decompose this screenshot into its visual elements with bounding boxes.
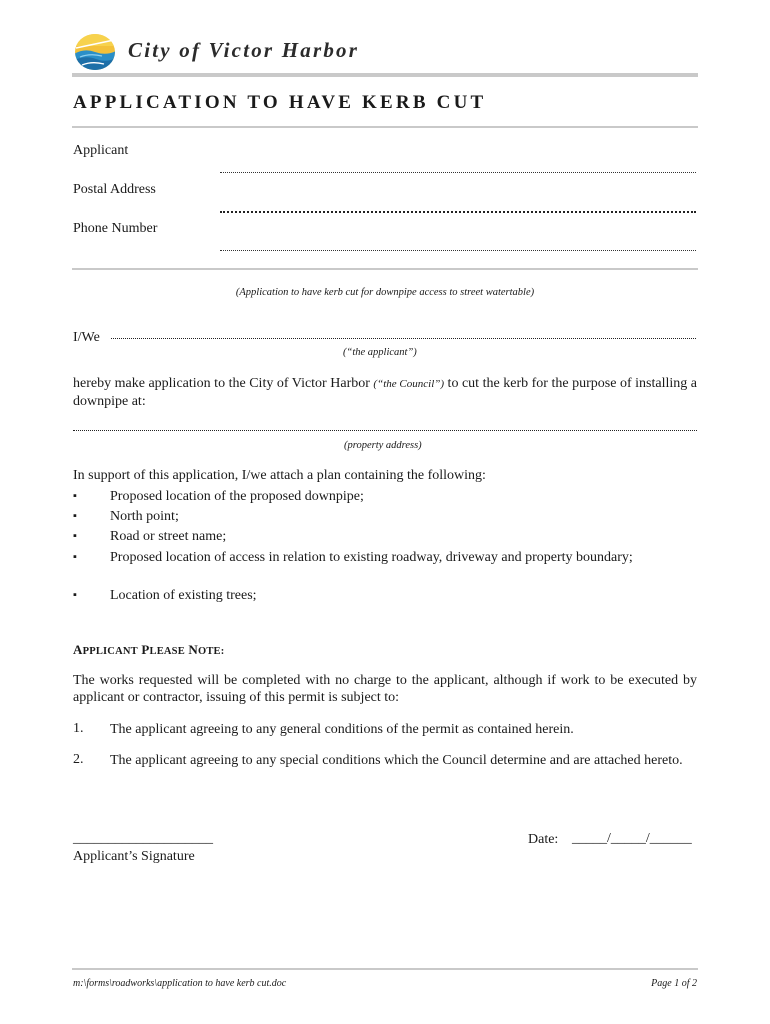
header-divider [72, 73, 698, 77]
council-reference: (“the Council”) [373, 378, 445, 390]
bullet-icon: ▪ [73, 551, 77, 563]
application-statement [73, 375, 697, 410]
property-address-field[interactable] [73, 430, 697, 431]
file-path: m:\forms\roadworks\application to have kerb cut.doc [73, 978, 287, 989]
footer-divider [72, 968, 698, 970]
iwe-label: I/We [73, 330, 100, 345]
list-item: Proposed location of access in relation to existing roadway, driveway and property boundary; [110, 550, 633, 565]
list-item: Location of existing trees; [110, 588, 257, 603]
condition-text: The applicant agreeing to any general conditions of the permit as contained herein. [110, 722, 574, 737]
list-item: Proposed location of the proposed downpipe; [110, 489, 364, 504]
date-field[interactable]: _____/_____/______ [572, 831, 692, 846]
statement-text-start: hereby make application to the City of Victor Harbor [73, 376, 374, 391]
note-text: The works requested will be completed with no charge to the applicant, although if work to be executed by applicant or contractor, issuing of this permit is subject to: [73, 673, 697, 705]
statement-text-end: to cut the kerb for the purpose of installing a downpipe at: [73, 376, 697, 409]
bullet-icon: ▪ [73, 530, 77, 542]
applicant-label: Applicant [73, 143, 129, 158]
note-heading: APPLICANT PLEASE NOTE: [73, 642, 225, 657]
signature-label: Applicant’s Signature [73, 849, 195, 864]
form-title: APPLICATION TO HAVE KERB CUT [73, 92, 487, 113]
bullet-icon: ▪ [73, 490, 77, 502]
title-divider [72, 126, 698, 128]
form-subtitle: (Application to have kerb cut for downpipe access to street watertable) [235, 287, 535, 298]
condition-number: 1. [73, 721, 84, 736]
postal-address-label: Postal Address [73, 182, 156, 197]
applicant-field[interactable] [220, 172, 696, 173]
condition-text: The applicant agreeing to any special conditions which the Council determine and are attached hereto. [110, 753, 683, 768]
signature-line[interactable]: ____________________ [73, 831, 213, 846]
list-item: Road or street name; [110, 529, 227, 544]
fields-divider [72, 268, 698, 270]
applicant-name-field[interactable] [111, 338, 696, 339]
phone-number-label: Phone Number [73, 221, 158, 236]
list-item: North point; [110, 509, 179, 524]
applicant-caption: (“the applicant”) [343, 347, 417, 358]
condition-number: 2. [73, 752, 84, 767]
phone-number-field[interactable] [220, 250, 696, 251]
bullet-icon: ▪ [73, 510, 77, 522]
support-intro: In support of this application, I/we attach a plan containing the following: [73, 468, 486, 483]
postal-address-field[interactable] [220, 211, 696, 213]
page-number: Page 1 of 2 [651, 978, 697, 989]
organisation-name: City of Victor Harbor [128, 38, 360, 62]
bullet-icon: ▪ [73, 589, 77, 601]
property-address-caption: (property address) [344, 440, 422, 451]
date-label: Date: [528, 832, 559, 847]
sunset-sail-logo-icon [74, 32, 116, 72]
